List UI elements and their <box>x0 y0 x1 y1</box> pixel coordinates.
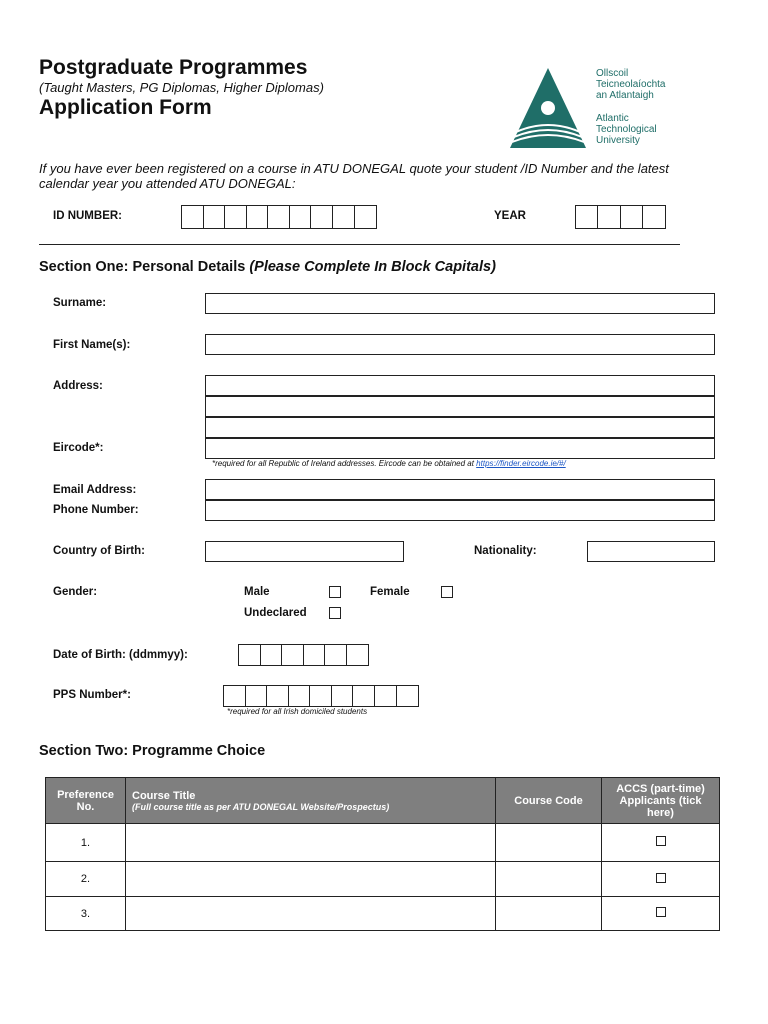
pps-note: *required for all Irish domiciled students <box>227 707 368 716</box>
address-line-1-input[interactable] <box>205 375 715 396</box>
accs-cell <box>602 862 720 897</box>
course-code-cell[interactable] <box>496 897 602 931</box>
phone-input[interactable] <box>205 500 715 521</box>
col-accs-header: ACCS (part-time) Applicants (tick here) <box>602 778 720 824</box>
surname-label: Surname: <box>53 297 107 309</box>
nationality-label: Nationality: <box>474 545 537 557</box>
course-title-cell[interactable] <box>126 897 496 931</box>
accs-checkbox[interactable] <box>656 907 666 917</box>
pps-number-field[interactable] <box>223 685 419 707</box>
table-row <box>46 897 720 931</box>
male-label: Male <box>244 586 270 598</box>
date-of-birth-label: Date of Birth: (ddmmyy): <box>53 649 188 661</box>
accs-checkbox[interactable] <box>656 836 666 846</box>
year-label: YEAR <box>494 210 526 222</box>
logo-triangle-icon <box>508 66 588 150</box>
programme-choice-table <box>45 777 720 931</box>
intro-text: If you have ever been registered on a course in ATU DONEGAL quote your student /ID Number and the latest calendar year you attended ATU DONEGAL: <box>39 161 669 191</box>
first-name-label: First Name(s): <box>53 339 131 351</box>
phone-label: Phone Number: <box>53 504 139 516</box>
address-line-2-input[interactable] <box>205 396 715 417</box>
male-checkbox[interactable] <box>329 586 341 598</box>
course-title-cell[interactable] <box>126 862 496 897</box>
undeclared-label: Undeclared <box>244 607 307 619</box>
eircode-note: *required for all Republic of Ireland addresses. Eircode can be obtained at https://finder.eircode.ie/#/ <box>212 459 566 468</box>
surname-input[interactable] <box>205 293 715 314</box>
gender-label: Gender: <box>53 586 98 598</box>
form-title: Application Form <box>39 96 212 119</box>
date-of-birth-field[interactable] <box>238 644 369 666</box>
table-row <box>46 824 720 862</box>
page-subtitle: (Taught Masters, PG Diplomas, Higher Diplomas) <box>39 80 324 95</box>
section-one-heading: Section One: Personal Details (Please Complete In Block Capitals) <box>39 259 496 275</box>
col-course-title-header: Course Title (Full course title as per ATU DONEGAL Website/Prospectus) <box>126 778 496 824</box>
country-of-birth-input[interactable] <box>205 541 404 562</box>
id-number-label: ID NUMBER: <box>53 210 122 222</box>
female-label: Female <box>370 586 410 598</box>
eircode-label: Eircode*: <box>53 442 104 454</box>
logo-text-english: Atlantic Technological University <box>596 113 657 146</box>
nationality-input[interactable] <box>587 541 715 562</box>
id-number-field[interactable] <box>181 205 377 229</box>
female-checkbox[interactable] <box>441 586 453 598</box>
first-name-input[interactable] <box>205 334 715 355</box>
accs-cell <box>602 897 720 931</box>
col-preference-header: Preference No. <box>46 778 126 824</box>
col-course-code-header: Course Code <box>496 778 602 824</box>
preference-number: 3. <box>46 897 126 931</box>
pps-number-label: PPS Number*: <box>53 689 131 701</box>
course-title-cell[interactable] <box>126 824 496 862</box>
course-code-cell[interactable] <box>496 862 602 897</box>
logo-text-irish: Ollscoil Teicneolaíochta an Atlantaigh <box>596 68 666 101</box>
country-of-birth-label: Country of Birth: <box>53 545 145 557</box>
address-label: Address: <box>53 380 103 392</box>
preference-number: 2. <box>46 862 126 897</box>
accs-cell <box>602 824 720 862</box>
table-row <box>46 862 720 897</box>
page-title: Postgraduate Programmes <box>39 56 308 79</box>
year-field[interactable] <box>575 205 666 229</box>
section-two-heading: Section Two: Programme Choice <box>39 743 266 759</box>
accs-checkbox[interactable] <box>656 873 666 883</box>
preference-number: 1. <box>46 824 126 862</box>
university-logo <box>508 66 588 150</box>
eircode-input[interactable] <box>205 438 715 459</box>
email-label: Email Address: <box>53 484 137 496</box>
undeclared-checkbox[interactable] <box>329 607 341 619</box>
eircode-link[interactable]: https://finder.eircode.ie/#/ <box>476 459 566 468</box>
course-code-cell[interactable] <box>496 824 602 862</box>
divider <box>39 244 680 245</box>
address-line-3-input[interactable] <box>205 417 715 438</box>
email-input[interactable] <box>205 479 715 500</box>
